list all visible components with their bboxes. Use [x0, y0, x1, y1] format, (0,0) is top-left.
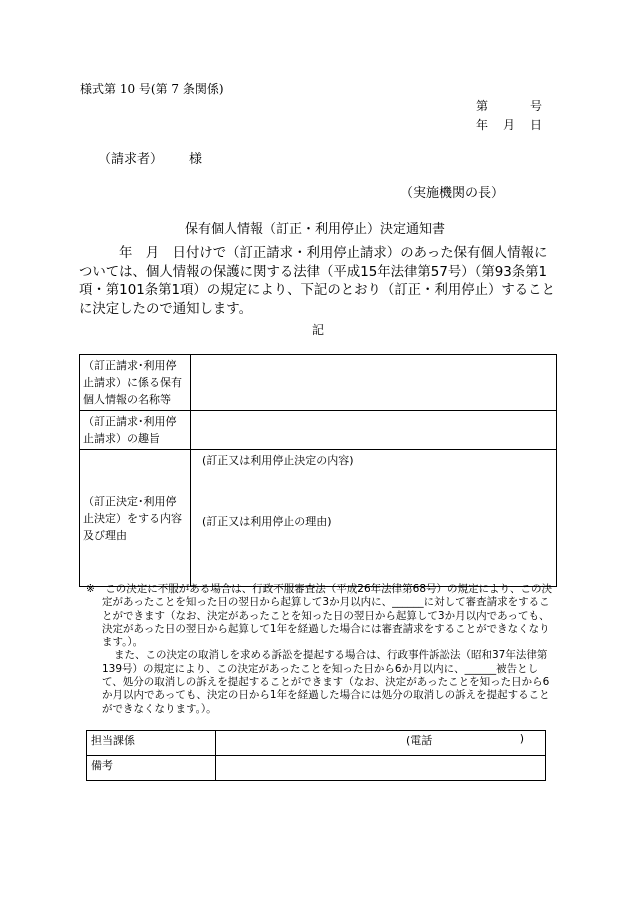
- form-number: 様式第 10 号(第 7 条関係): [80, 82, 224, 96]
- table-row: [87, 731, 546, 756]
- note-mark: ※: [86, 583, 95, 595]
- row1-value: [191, 355, 557, 411]
- contact-table: [86, 730, 546, 781]
- number-prefix: 第: [476, 99, 489, 113]
- note-paragraph-1: ※ この決定に不服がある場合は、行政不服審査法（平成26年法律第68号）の規定により、この決定があったことを知った日の翌日から起算して3か月以内に、______に対して審査請求をすることができます（なお、決定があったことを知った日の翌日から起算して3か月以内であっても、決定があった日の翌日から起算して1年を経過した場合には審査請求をすることができなくなります。）。: [86, 583, 553, 649]
- date-day: 日: [529, 118, 542, 132]
- table-row: [87, 756, 546, 781]
- honorific: 様: [189, 152, 203, 167]
- table-row: [80, 355, 557, 411]
- phone-field: [406, 732, 524, 748]
- phone-open: (電話: [406, 734, 433, 747]
- date-year: 年: [476, 118, 489, 132]
- section-value: [216, 731, 546, 756]
- table-row: [80, 450, 557, 587]
- table-row: [80, 411, 557, 450]
- note-paragraph-2: また、この決定の取消しを求める訴訟を提起する場合は、行政事件訴訟法（昭和37年法律第139号）の規定により、この決定があったことを知った日から6か月以内に、______被告として、処分の取消しの訴えを提起することができます（なお、決定があったことを知った日から6か月以内であっても、決定の日から1年を経過した場合には処分の取消しの訴えを提起することができなくなります。）。: [102, 649, 550, 715]
- requester-label: （請求者）: [98, 152, 164, 167]
- row3-value: [191, 450, 557, 587]
- document-date: [476, 116, 542, 133]
- remarks-label: 備考: [87, 756, 216, 781]
- body-paragraph: [79, 245, 557, 319]
- ki-heading: 記: [311, 323, 324, 337]
- notes-section: [86, 583, 556, 716]
- row2-value: [191, 411, 557, 450]
- row3-label: （訂正決定･利用停止決定）をする内容及び理由: [80, 450, 191, 587]
- issuer-label: （実施機関の長）: [400, 186, 505, 201]
- addressee: [98, 148, 202, 167]
- phone-close: ): [519, 732, 524, 745]
- row2-label: （訂正請求･利用停止請求）の趣旨: [80, 411, 191, 450]
- number-suffix: 号: [529, 99, 542, 113]
- document-number: [476, 97, 542, 114]
- body-text: 年 月 日付けで（訂正請求・利用停止請求）のあった保有個人情報については、個人情報の保護に関する法律（平成15年法律第57号）（第93条第1項・第101条第1項）の規定により、下記のとおり（訂正・利用停止）することに決定したので通知します。: [79, 246, 555, 317]
- row1-label: （訂正請求･利用停止請求）に係る保有個人情報の名称等: [80, 355, 191, 411]
- section-label: 担当課係: [87, 731, 216, 756]
- decision-table: [79, 354, 557, 587]
- decision-reason-label: (訂正又は利用停止の理由): [202, 515, 332, 528]
- decision-content-label: (訂正又は利用停止決定の内容): [202, 454, 354, 467]
- date-month: 月: [502, 118, 515, 132]
- document-title: 保有個人情報（訂正・利用停止）決定通知書: [184, 222, 445, 237]
- remarks-value: [216, 756, 546, 781]
